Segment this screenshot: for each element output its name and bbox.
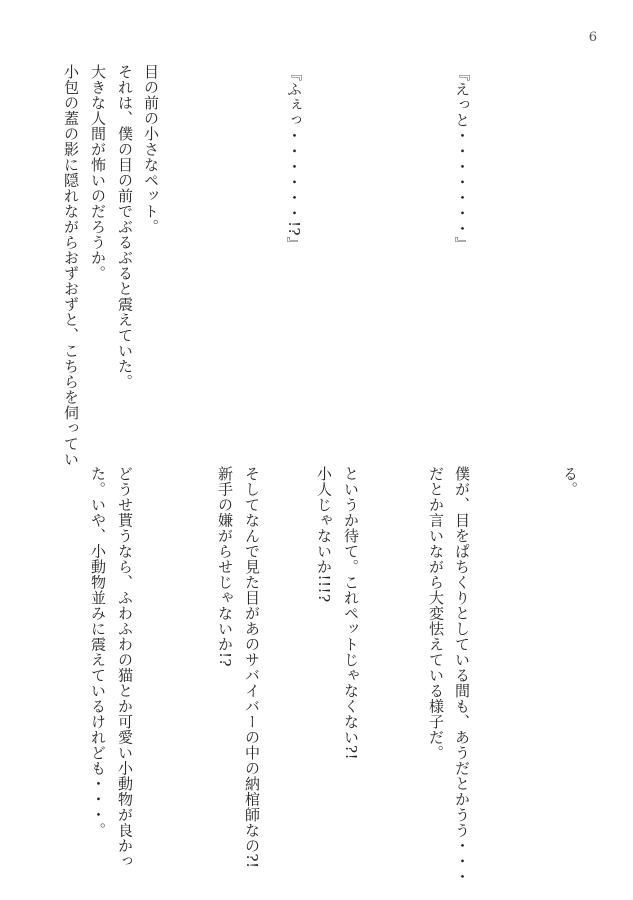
dialogue-line: 『えっと・・・・・・・』 <box>453 66 471 252</box>
text-line: 新手の嫌がらせじゃないか!? <box>216 466 234 668</box>
text-line: そしてなんで見た目があのサバイバーの中の納棺師なの?! <box>243 466 261 869</box>
dialogue-line: 『ふぇっ・・・・・・!?』 <box>285 66 303 252</box>
text-line: それは、僕の目の前でぶるぶると震えていた。 <box>116 64 134 390</box>
text-line: た。いや、小動物並みに震えているけれども・・・。 <box>89 466 107 838</box>
text-line: る。 <box>561 466 579 497</box>
text-line: どうせ貰うなら、ふわふわの猫とか可愛い小動物が良かっ <box>116 466 134 869</box>
page-number: 6 <box>588 30 597 45</box>
text-line: 僕が、目をぱちくりとしている間も、あうだとかうう・・・ <box>453 466 471 885</box>
text-line: だとか言いながら大変怯えている様子だ。 <box>427 466 445 761</box>
text-line: 大きな人間が怖いのだろうか。 <box>89 64 107 281</box>
text-line: というか待て。これペットじゃなくない?! <box>342 466 360 761</box>
text-line: 小包の蓋の影に隠れながらおずおずと、こちらを伺ってい <box>62 64 80 467</box>
text-line: 目の前の小さなペット。 <box>142 64 160 235</box>
text-line: 小人じゃないか!!!? <box>315 466 333 603</box>
